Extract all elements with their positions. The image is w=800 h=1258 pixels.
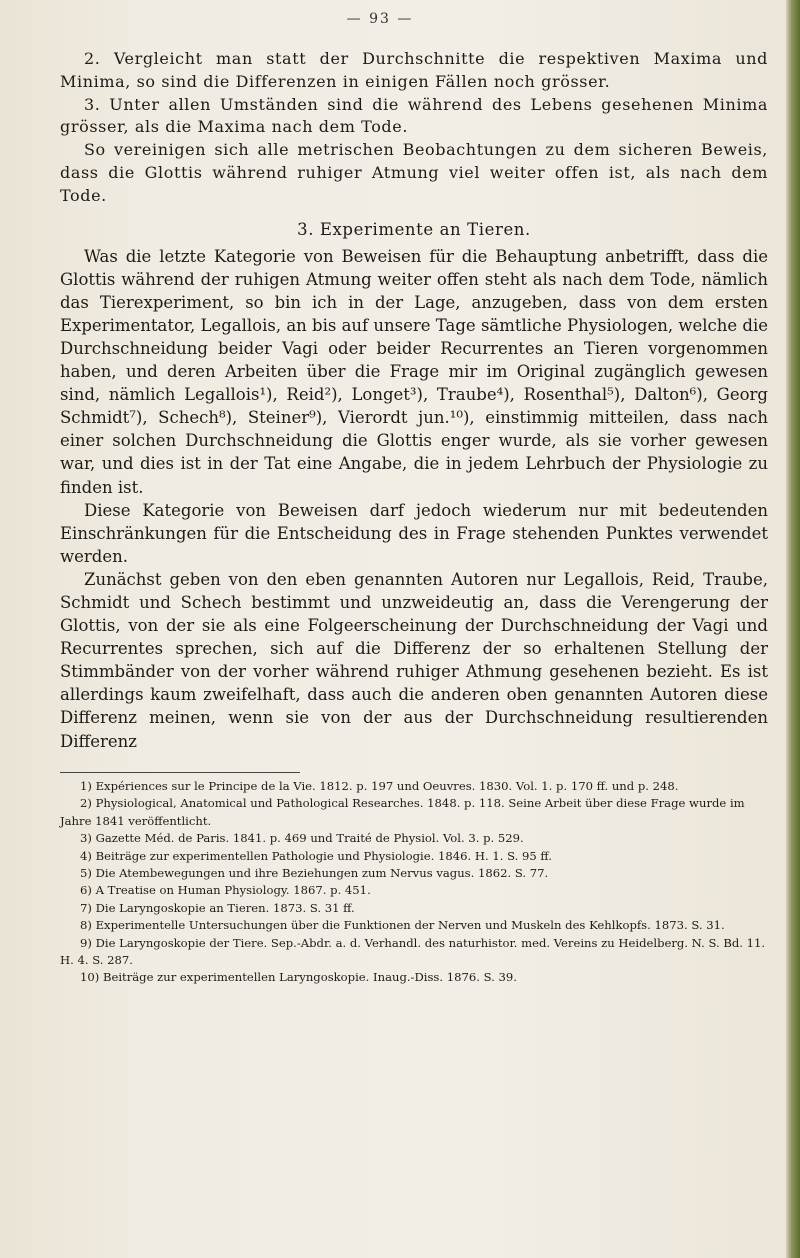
footnote: 5) Die Atembewegungen und ihre Beziehungen zum Nervus vagus. 1862. S. 77. bbox=[80, 866, 549, 881]
paragraph-main-2: Diese Kategorie von Beweisen darf jedoch wiederum nur mit bedeutenden Einschränkungen für die Entscheidung des in Frage stehenden Punktes verwendet werden. bbox=[60, 500, 768, 566]
paragraph-summary: So vereinigen sich alle metrischen Beobachtungen zu dem sicheren Beweis, dass die Glottis während ruhiger Atmung viel weiter offen ist, als nach dem Tode. bbox=[60, 140, 768, 205]
paragraph-main-3: Zunächst geben von den eben genannten Autoren nur Legallois, Reid, Traube, Schmidt und Schech bestimmt und unzweideutig an, dass die Verengerung der Glottis, von der sie als eine Folgeerscheinung der Durchschneidung der Vagi und Recurrentes sprechen, sich auf die Differenz der so erhaltenen Stellung der Stimmbänder von der vorher während ruhiger Athmung gesehenen bezieht. Es ist allerdings kaum zweifelhaft, dass auch die anderen oben genannten Autoren diese Differenz meinen, wenn sie von der aus der Durchschneidung resultierenden Differenz bbox=[60, 569, 768, 751]
footnote: 10) Beiträge zur experimentellen Laryngoskopie. Inaug.-Diss. 1876. S. 39. bbox=[80, 970, 517, 985]
footnote: 2) Physiological, Anatomical und Pathological Researches. 1848. p. 118. Seine Arbeit über diese Frage wurde im Jahre 1841 veröffentlicht. bbox=[60, 796, 745, 828]
section-heading: 3. Experimente an Tieren. bbox=[297, 219, 531, 239]
footnote-divider bbox=[60, 772, 300, 773]
footnote: 9) Die Laryngoskopie der Tiere. Sep.-Abdr. a. d. Verhandl. des naturhistor. med. Vereins zu Heidelberg. N. S. Bd. 11. H. 4. S. 287. bbox=[60, 935, 766, 968]
page-edge bbox=[786, 0, 800, 1258]
paragraph-conclusion-2: 2. Vergleicht man statt der Durchschnitte die respektiven Maxima und Minima, so sind die Differenzen in einigen Fällen noch grösser. bbox=[60, 49, 768, 91]
footnote: 3) Gazette Méd. de Paris. 1841. p. 469 und Traité de Physiol. Vol. 3. p. 529. bbox=[80, 831, 524, 846]
footnote: 4) Beiträge zur experimentellen Pathologie und Physiologie. 1846. H. 1. S. 95 ff. bbox=[80, 848, 552, 863]
page-number: — 93 — bbox=[346, 11, 414, 27]
footnote: 8) Experimentelle Untersuchungen über die Funktionen der Nerven und Muskeln des Kehlkopfs. 1873. S. 31. bbox=[80, 918, 725, 933]
footnote: 7) Die Laryngoskopie an Tieren. 1873. S. 31 ff. bbox=[80, 900, 355, 915]
footnotes bbox=[60, 778, 768, 987]
body-text bbox=[60, 48, 768, 753]
paragraph-main-1: Was die letzte Kategorie von Beweisen für die Behauptung anbetrifft, dass die Glottis während der ruhigen Atmung weiter offen steht als nach dem Tode, nämlich das Tierexperiment, so bin ich in der Lage, anzugeben, dass von dem ersten Experimentator, Legallois, an bis auf unsere Tage sämtliche Physiologen, welche die Durchschneidung beider Vagi oder beider Recurrentes an Tieren vorgenommen haben, und deren Arbeiten über die Frage mir im Original zugänglich gewesen sind, nämlich Legallois¹), Reid²), Longet³), Traube⁴), Rosenthal⁵), Dalton⁶), Georg Schmidt⁷), Schech⁸), Steiner⁹), Vierordt jun.¹⁰), einstimmig mitteilen, dass nach einer solchen Durchschneidung die Glottis enger wurde, als sie vorher gewesen war, und dies ist in der Tat eine Angabe, die in jedem Lehrbuch der Physiologie zu finden ist. bbox=[60, 246, 768, 497]
footnote: 1) Expériences sur le Principe de la Vie. 1812. p. 197 und Oeuvres. 1830. Vol. 1. p. 170 ff. und p. 248. bbox=[80, 779, 679, 793]
paragraph-conclusion-3: 3. Unter allen Umständen sind die während des Lebens gesehenen Minima grösser, als die Maxima nach dem Tode. bbox=[60, 94, 768, 137]
conclusions-block bbox=[60, 48, 768, 208]
footnote: 6) A Treatise on Human Physiology. 1867. p. 451. bbox=[80, 883, 371, 898]
